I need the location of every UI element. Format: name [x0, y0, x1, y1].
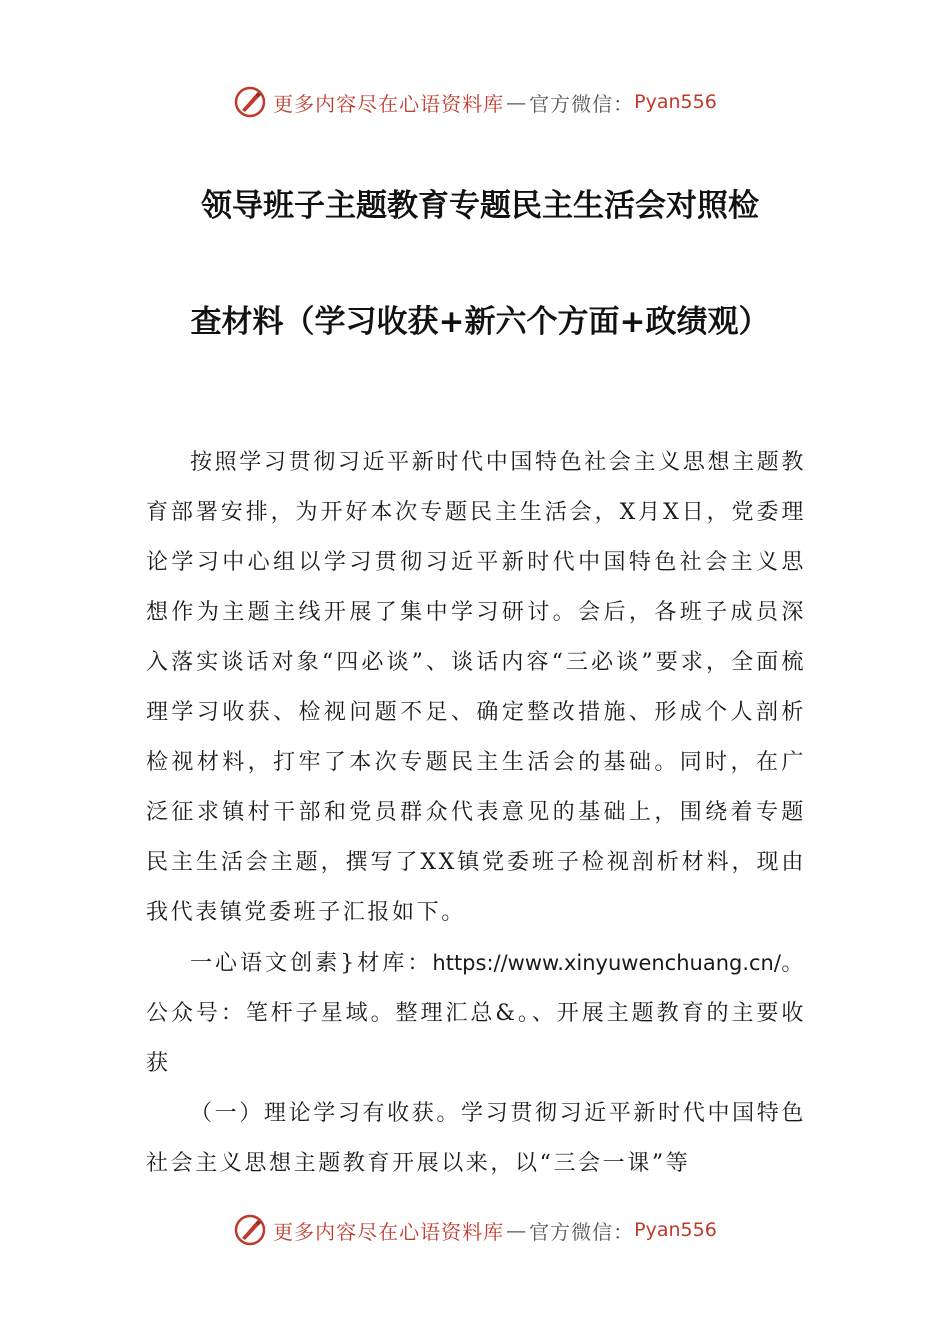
banner-wechat-label: 官方微信： — [529, 91, 635, 116]
pen-logo-icon — [233, 1213, 267, 1247]
banner-wechat-id: Pyan556 — [634, 1219, 717, 1241]
footer-banner — [0, 1210, 950, 1250]
paragraph-section-heading — [146, 938, 806, 1089]
document-body — [146, 438, 806, 1189]
banner-slogan: 更多内容尽在心语资料库 — [273, 91, 505, 116]
banner-wechat-id: Pyan556 — [634, 91, 717, 113]
document-title-line2: 查材料（学习收获+新六个方面+政绩观） — [190, 304, 770, 340]
paragraph2-prefix: 一心语文创素}材库： — [190, 951, 433, 976]
banner-wechat-label: 官方微信： — [529, 1219, 635, 1244]
paragraph-theory-study: （一）理论学习有收获。学习贯彻习近平新时代中国特色社会主义思想主题教育开展以来，以“三会一课”等 — [146, 1101, 806, 1176]
header-banner — [0, 82, 950, 122]
paragraph-intro: 按照学习贯彻习近平新时代中国特色社会主义思想主题教育部署安排，为开好本次专题民主生活会，X月X日，党委理论学习中心组以学习贯彻习近平新时代中国特色社会主义思想作为主题主线开展了集中学习研讨。会后，各班子成员深入落实谈话对象“四必谈”、谈话内容“三必谈”要求，全面梳理学习收获、检视问题不足、确定整改措施、形成个人剖析检视材料，打牢了本次专题民主生活会的基础。同时，在广泛征求镇村干部和党员群众代表意见的基础上，围绕着专题民主生活会主题，撰写了XX镇党委班子检视剖析材料，现由我代表镇党委班子汇报如下。 — [146, 450, 806, 925]
document-title-line1: 领导班子主题教育专题民主生活会对照检 — [201, 188, 759, 224]
banner-separator: — — [506, 1218, 528, 1242]
pen-logo-icon — [233, 85, 267, 119]
source-url: https://www.xinyuwenchuang.cn/ — [432, 951, 781, 975]
banner-slogan: 更多内容尽在心语资料库 — [273, 1219, 505, 1244]
paragraph2-suffix: 。公众号：笔杆子星域。整理汇总&。、开展主题教育的主要收获 — [146, 951, 806, 1076]
banner-separator: — — [506, 90, 528, 114]
